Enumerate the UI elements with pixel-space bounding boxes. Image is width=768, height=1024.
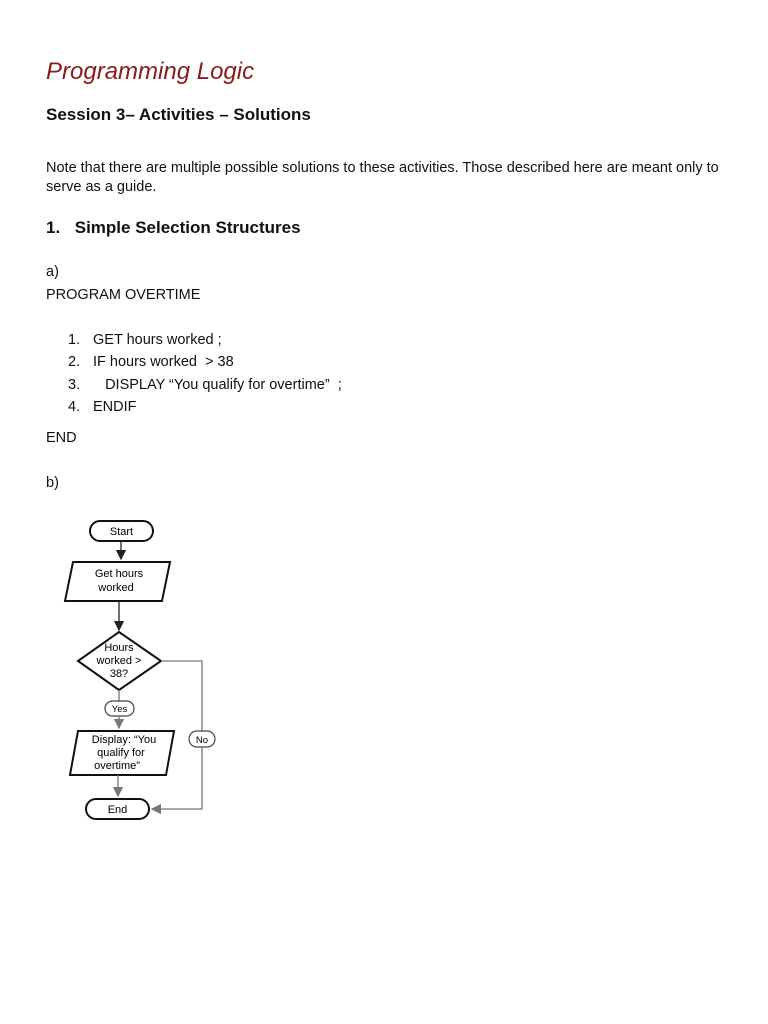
decision-label-line3: 38?	[109, 668, 129, 680]
session-subtitle: Session 3– Activities – Solutions	[46, 105, 311, 124]
pseudocode-step: 2. IF hours worked > 38	[68, 354, 234, 371]
pseudocode-step: 3. DISPLAY “You qualify for overtime” ;	[68, 376, 342, 393]
part-b-label: b)	[46, 475, 59, 491]
output-label-line2: qualify for	[97, 747, 145, 759]
section-number: 1.	[46, 218, 61, 237]
intro-note: Note that there are multiple possible solutions to these activities. Those described here are meant only to serve as a guide.	[46, 160, 719, 195]
yes-label: Yes	[111, 704, 128, 715]
part-a-label: a)	[46, 264, 59, 280]
program-name: PROGRAM OVERTIME	[46, 287, 201, 303]
page-title: Programming Logic	[46, 58, 255, 85]
end-label: End	[107, 804, 128, 816]
pseudocode-step: 1. GET hours worked ;	[68, 332, 222, 348]
connector-decision-no	[161, 661, 202, 731]
pseudocode-step: 4. ENDIF	[68, 398, 137, 415]
input-label-line1: Get hours	[94, 568, 144, 580]
decision-label-line2: worked >	[96, 655, 142, 667]
input-label-line2: worked	[98, 582, 134, 594]
output-label-line3: overtime”	[94, 760, 140, 772]
start-label: Start	[109, 526, 134, 538]
decision-label-line1: Hours	[104, 642, 134, 654]
program-end: END	[46, 430, 77, 446]
output-label-line1: Display: “You	[91, 734, 157, 746]
section-label: Simple Selection Structures	[74, 218, 301, 237]
no-label: No	[195, 735, 209, 746]
